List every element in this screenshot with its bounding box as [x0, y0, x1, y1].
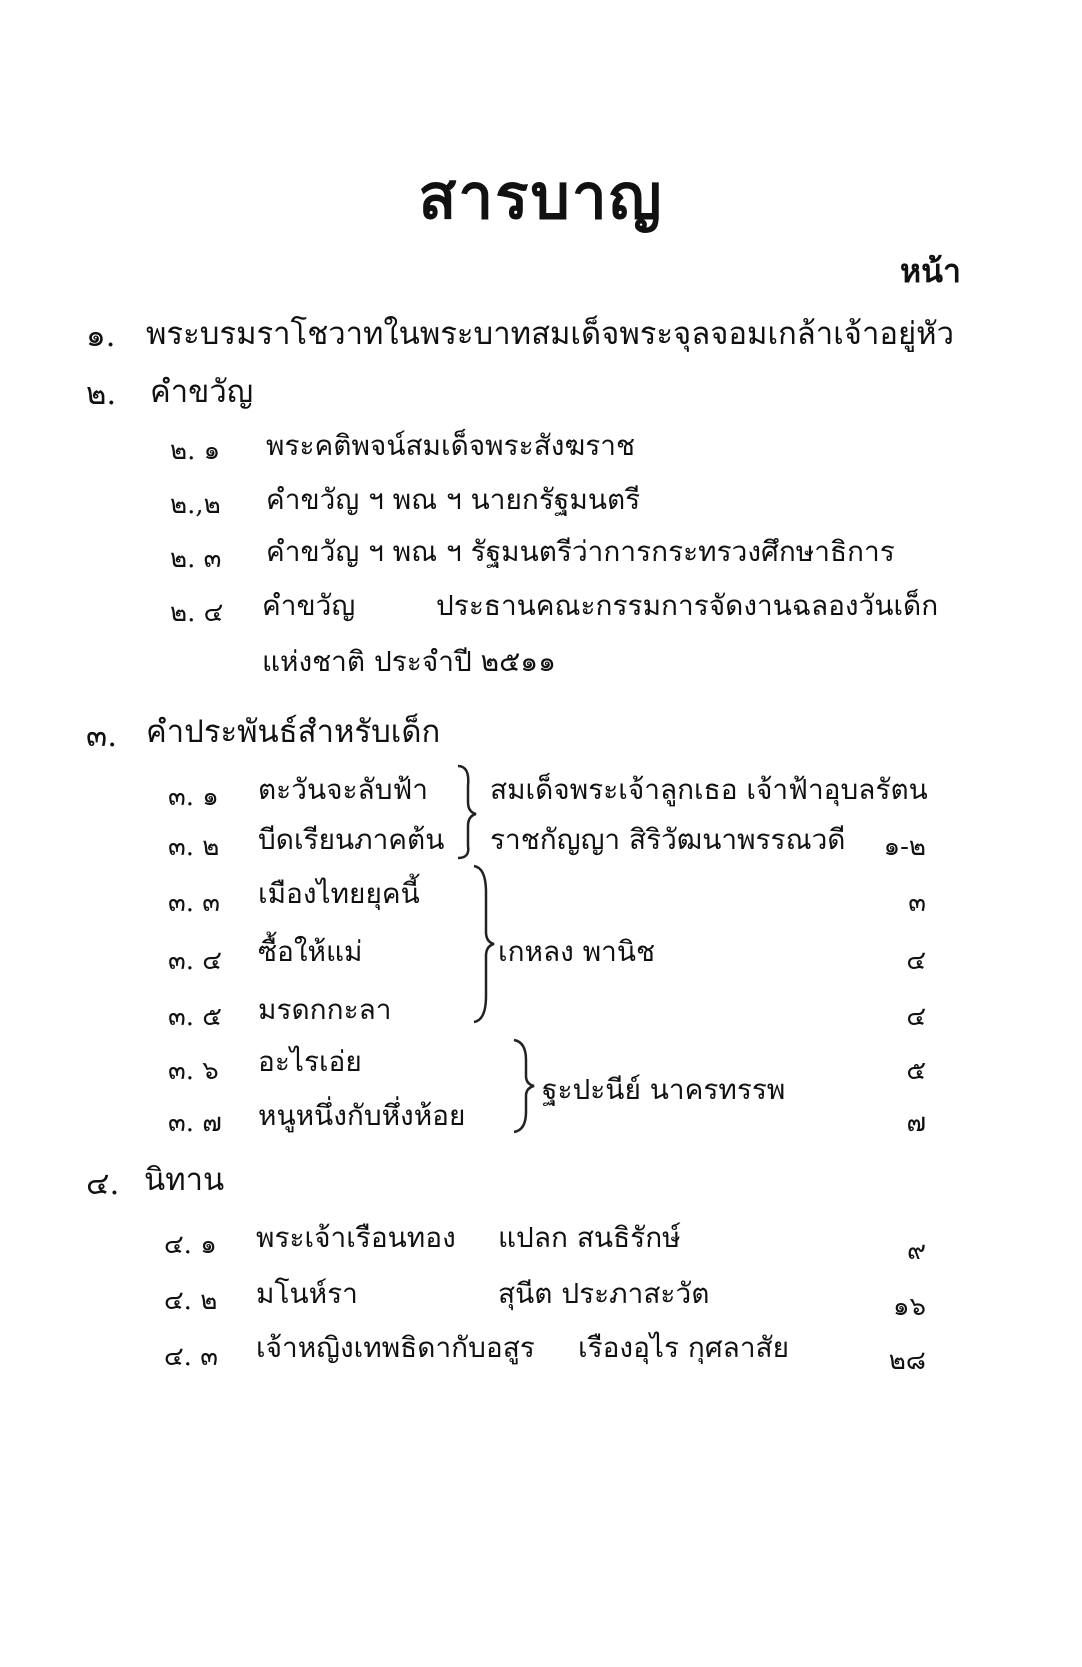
item-3-1-title: ตะวันจะลับฟ้า [258, 773, 429, 806]
page-3-6: ๕ [906, 1056, 926, 1086]
item-4-1-author: แปลก สนธิรักษ์ [498, 1221, 681, 1254]
section-4-number: ๔. [86, 1166, 120, 1202]
item-3-7-number: ๓. ๗ [168, 1108, 222, 1138]
author-3-6-7: ฐะปะนีย์ นาครทรรพ [542, 1073, 786, 1106]
item-3-4-number: ๓. ๔ [168, 946, 222, 976]
page-4-2: ๑๖ [892, 1292, 926, 1322]
brace-3-3-5 [468, 862, 498, 1026]
page-title: สารบาญ [418, 160, 664, 233]
brace-3-1-2 [450, 762, 480, 862]
page-3-4: ๔ [906, 946, 926, 976]
author-3-1-line1: สมเด็จพระเจ้าลูกเธอ เจ้าฟ้าอุบลรัตน [490, 773, 928, 806]
page-column-header: หน้า [900, 252, 961, 290]
item-2-2-title: คำขวัญ ฯ พณ ฯ นายกรัฐมนตรี [266, 483, 641, 516]
item-3-3-title: เมืองไทยยุคนี้ [258, 877, 420, 910]
section-1-title: พระบรมราโชวาทในพระบาทสมเด็จพระจุลจอมเกล้าเจ้าอยู่หัว [146, 316, 954, 352]
item-3-3-number: ๓. ๓ [168, 888, 221, 918]
item-4-1-number: ๔. ๑ [164, 1230, 217, 1260]
section-2-number: ๒. [86, 376, 117, 412]
item-4-2-author: สุนีต ประภาสะวัต [498, 1277, 710, 1310]
item-2-3-number: ๒. ๓ [170, 544, 222, 574]
item-2-2-number: ๒.,๒ [170, 490, 221, 520]
item-2-4-title-cont: ประธานคณะกรรมการจัดงานฉลองวันเด็ก [436, 589, 939, 622]
author-3-1-line2: ราชกัญญา สิริวัฒนาพรรณวดี [490, 823, 846, 856]
brace-3-6-7 [508, 1036, 538, 1136]
item-3-6-number: ๓. ๖ [168, 1056, 219, 1086]
item-4-3-author: เรืองอุไร กุศลาสัย [578, 1331, 790, 1364]
item-3-1-number: ๓. ๑ [168, 782, 219, 812]
section-1-number: ๑. [86, 318, 116, 354]
section-2-title: คำขวัญ [150, 374, 254, 410]
item-3-4-title: ซื้อให้แม่ [258, 935, 363, 968]
item-4-2-title: มโนห์รา [256, 1277, 358, 1310]
section-3-title: คำประพันธ์สำหรับเด็ก [146, 714, 441, 750]
item-3-2-title: บีดเรียนภาคต้น [258, 823, 445, 856]
item-4-3-number: ๔. ๓ [164, 1342, 218, 1372]
item-3-5-title: มรดกกะลา [258, 993, 392, 1026]
item-3-2-number: ๓. ๒ [168, 832, 220, 862]
item-3-6-title: อะไรเอ่ย [258, 1045, 362, 1078]
page-3-1: ๑-๒ [883, 832, 926, 862]
author-3-3-5: เกหลง พานิช [498, 935, 656, 968]
item-2-3-title: คำขวัญ ฯ พณ ฯ รัฐมนตรีว่าการกระทรวงศึกษาธิการ [266, 535, 895, 568]
item-3-5-number: ๓. ๕ [168, 1002, 222, 1032]
page-3-5: ๔ [906, 1002, 926, 1032]
section-4-title: นิทาน [144, 1162, 225, 1198]
item-3-7-title: หนูหนึ่งกับหึ่งห้อย [258, 1099, 466, 1132]
item-2-4-number: ๒. ๔ [170, 598, 224, 628]
item-2-1-title: พระคติพจน์สมเด็จพระสังฆราช [266, 429, 636, 462]
item-4-3-title: เจ้าหญิงเทพธิดากับอสูร [256, 1331, 535, 1364]
item-4-1-title: พระเจ้าเรือนทอง [256, 1221, 456, 1254]
item-2-1-number: ๒. ๑ [170, 436, 221, 466]
page-3-3: ๓ [908, 888, 926, 918]
page-4-1: ๙ [906, 1236, 926, 1266]
item-2-4-title-line2: แห่งชาติ ประจำปี ๒๕๑๑ [262, 645, 556, 678]
section-3-number: ๓. [86, 718, 118, 754]
page-4-3: ๒๘ [888, 1346, 926, 1376]
page-3-7: ๗ [906, 1108, 926, 1138]
item-4-2-number: ๔. ๒ [164, 1286, 218, 1316]
item-2-4-title: คำขวัญ [262, 589, 356, 622]
